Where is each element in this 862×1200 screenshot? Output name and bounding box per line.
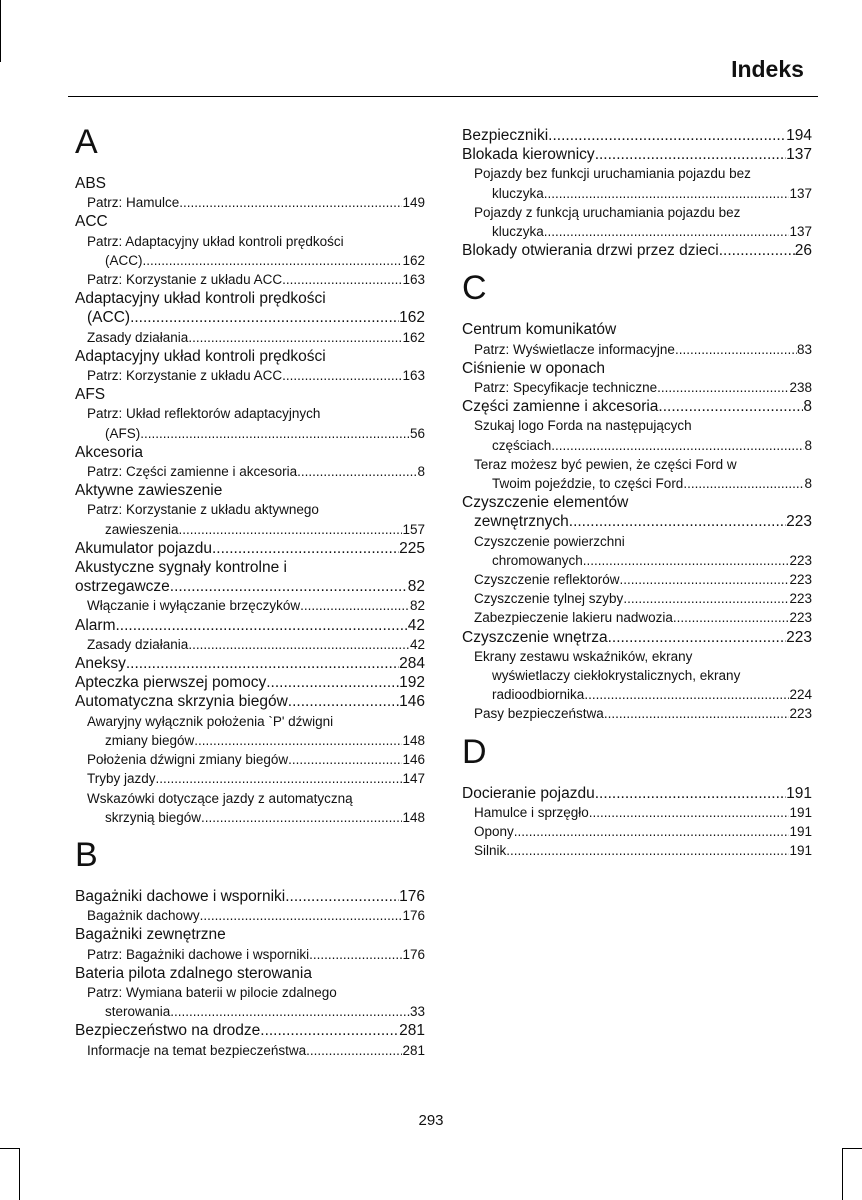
entry-label: Patrz: Bagażniki dachowe i wsporniki (87, 946, 310, 962)
dot-leader (584, 685, 789, 704)
entry-label: częściach (492, 437, 552, 453)
index-subentry: Szukaj logo Forda na następujących (474, 418, 692, 434)
dot-leader (260, 1021, 399, 1040)
entry-label: Blokada kierownicy (462, 146, 595, 164)
index-entry (75, 654, 425, 673)
index-subentry (462, 704, 812, 723)
entry-label: Tryby jazdy (87, 771, 156, 787)
dot-leader (188, 635, 410, 654)
entry-label: Alarm (75, 616, 116, 634)
dot-leader (583, 551, 790, 570)
entry-page-number: 176 (402, 946, 425, 962)
entry-page-number: 192 (399, 674, 425, 692)
crop-mark-top-left (0, 0, 1, 62)
index-subentry (462, 803, 812, 822)
entry-label: Czyszczenie wnętrza (462, 628, 608, 646)
index-subentry (75, 251, 425, 270)
section-letter: C (462, 269, 487, 308)
entry-page-number: 8 (417, 464, 425, 480)
entry-page-number: 223 (789, 572, 812, 588)
dot-leader (675, 340, 797, 359)
dot-leader (657, 378, 789, 397)
page-title (0, 56, 817, 83)
index-entry (75, 577, 425, 596)
index-subentry (462, 474, 812, 493)
entry-label: (ACC) (105, 252, 143, 268)
entry-page-number: 149 (402, 195, 425, 211)
entry-label: Bagażnik dachowy (87, 908, 200, 924)
entry-page-number: 8 (803, 398, 812, 416)
dot-leader (200, 906, 403, 925)
index-subentry: Awaryjny wyłącznik położenia `P' dźwigni (87, 713, 334, 729)
entry-page-number: 146 (399, 693, 425, 711)
dot-leader (551, 436, 804, 455)
entry-label: (AFS) (105, 425, 141, 441)
entry-page-number: 284 (399, 655, 425, 673)
entry-page-number: 8 (804, 476, 812, 492)
index-entry (462, 512, 812, 531)
index-subentry (462, 378, 812, 397)
entry-label: Akumulator pojazdu (75, 539, 212, 557)
index-entry: Centrum komunikatów (462, 321, 617, 339)
index-entry (462, 628, 812, 647)
dot-leader (604, 704, 790, 723)
index-entry (462, 397, 812, 416)
index-subentry (75, 1041, 425, 1060)
entry-page-number: 26 (794, 242, 812, 260)
section-letter: A (75, 123, 98, 161)
dot-leader (623, 589, 789, 608)
entry-page-number: 82 (409, 598, 425, 614)
dot-leader (595, 145, 786, 164)
entry-label: Twoim pojeździe, to części Ford (492, 476, 684, 492)
dot-leader (589, 803, 790, 822)
index-subentry: Czyszczenie powierzchni (474, 533, 625, 549)
dot-leader (140, 424, 410, 443)
entry-label: sterowania (105, 1004, 171, 1020)
entry-page-number: 157 (402, 521, 425, 537)
entry-page-number: 163 (402, 368, 425, 384)
index-subentry: Patrz: Adaptacyjny układ kontroli prędkości (87, 233, 344, 249)
entry-page-number: 162 (402, 252, 425, 268)
index-subentry (75, 906, 425, 925)
index-subentry (75, 328, 425, 347)
index-entry: Ciśnienie w oponach (462, 359, 606, 377)
entry-label: Bagażniki dachowe i wsporniki (75, 887, 286, 905)
entry-label: Zasady działania (87, 636, 189, 652)
index-subentry (75, 270, 425, 289)
index-entry (75, 673, 425, 692)
entry-page-number: 223 (786, 628, 812, 646)
entry-label: Włączanie i wyłączanie brzęczyków (87, 598, 301, 614)
crop-mark-bottom-right (842, 1148, 862, 1149)
index-entry: Bateria pilota zdalnego sterowania (75, 964, 312, 982)
index-subentry: Patrz: Wymiana baterii w pilocie zdalnego (87, 984, 337, 1000)
dot-leader (309, 945, 402, 964)
index-subentry (462, 822, 812, 841)
index-subentry (462, 570, 812, 589)
dot-leader (282, 270, 402, 289)
index-subentry (75, 366, 425, 385)
dot-leader (658, 397, 803, 416)
index-entry: ACC (75, 213, 108, 231)
index-subentry (462, 589, 812, 608)
index-subentry (75, 462, 425, 481)
dot-leader (126, 654, 399, 673)
entry-page-number: 223 (789, 552, 812, 568)
dot-leader (608, 628, 787, 647)
entry-label: Opony (474, 824, 514, 840)
section-letter: B (75, 835, 98, 874)
crop-mark-bottom-right-vertical (842, 1148, 843, 1200)
entry-page-number: 163 (402, 272, 425, 288)
entry-page-number: 191 (789, 843, 812, 859)
entry-label: Apteczka pierwszej pomocy (75, 674, 267, 692)
dot-leader (514, 822, 790, 841)
index-subentry: Teraz możesz być pewien, że części Ford w (474, 456, 737, 472)
dot-leader (548, 126, 786, 145)
index-entry: Bagażniki zewnętrzne (75, 926, 226, 944)
dot-leader (620, 570, 790, 589)
page-number: 293 (418, 1112, 444, 1129)
dot-leader (506, 841, 789, 860)
entry-label: Aneksy (75, 655, 126, 673)
dot-leader (282, 366, 402, 385)
entry-label: radioodbiornika (492, 687, 585, 703)
entry-page-number: 281 (402, 1042, 425, 1058)
index-column-right (462, 126, 812, 861)
index-entry (462, 784, 812, 803)
dot-leader (288, 750, 402, 769)
dot-leader (179, 193, 402, 212)
entry-label: Bezpieczeństwo na drodze (75, 1022, 261, 1040)
index-subentry (75, 520, 425, 539)
index-entry (462, 126, 812, 145)
entry-page-number: 162 (402, 329, 425, 345)
index-subentry (75, 1002, 425, 1021)
entry-label: Czyszczenie tylnej szyby (474, 591, 624, 607)
dot-leader (143, 251, 403, 270)
crop-mark-bottom-left-vertical (19, 1148, 20, 1200)
index-entry (75, 1021, 425, 1040)
entry-page-number: 224 (789, 687, 812, 703)
entry-page-number: 42 (409, 636, 425, 652)
entry-label: Pasy bezpieczeństwa (474, 706, 604, 722)
entry-label: Docieranie pojazdu (462, 784, 595, 802)
dot-leader (201, 808, 402, 827)
dot-leader (188, 328, 402, 347)
entry-label: (ACC) (87, 309, 131, 327)
dot-leader (156, 769, 403, 788)
entry-page-number: 146 (402, 752, 425, 768)
entry-page-number: 223 (789, 591, 812, 607)
index-column-left (75, 118, 425, 1060)
dot-leader (544, 184, 790, 203)
dot-leader (266, 673, 399, 692)
entry-label: Bezpieczniki (462, 127, 549, 144)
index-entry: ABS (75, 175, 107, 192)
section-letter: D (462, 732, 487, 771)
dot-leader (297, 462, 417, 481)
index-subentry (75, 731, 425, 750)
entry-page-number: 281 (399, 1022, 425, 1040)
entry-label: Patrz: Korzystanie z układu ACC (87, 272, 283, 288)
dot-leader (170, 1002, 410, 1021)
index-subentry (462, 222, 812, 241)
entry-label: Silnik (474, 843, 507, 859)
entry-page-number: 176 (402, 908, 425, 924)
index-subentry: Wskazówki dotyczące jazdy z automatyczną (87, 790, 353, 806)
entry-page-number: 148 (402, 809, 425, 825)
index-subentry (462, 551, 812, 570)
dot-leader (544, 222, 790, 241)
index-entry: Aktywne zawieszenie (75, 482, 223, 500)
index-subentry (462, 841, 812, 860)
index-entry: Adaptacyjny układ kontroli prędkości (75, 347, 326, 365)
entry-page-number: 137 (789, 224, 812, 240)
dot-leader (306, 1041, 402, 1060)
entry-page-number: 225 (399, 539, 425, 557)
entry-label: Patrz: Specyfikacje techniczne (474, 380, 658, 396)
entry-label: kluczyka (492, 224, 544, 240)
entry-page-number: 176 (399, 887, 425, 905)
entry-label: zmiany biegów (105, 732, 195, 748)
index-subentry (75, 596, 425, 615)
index-subentry: Ekrany zestawu wskaźników, ekrany (474, 648, 693, 664)
entry-label: Zabezpieczenie lakieru nadwozia (474, 610, 673, 626)
entry-label: Patrz: Części zamienne i akcesoria (87, 464, 298, 480)
entry-label: kluczyka (492, 185, 544, 201)
entry-label: Informacje na temat bezpieczeństwa (87, 1042, 307, 1058)
entry-page-number: 56 (409, 425, 425, 441)
dot-leader (673, 608, 790, 627)
index-subentry (462, 436, 812, 455)
index-subentry (75, 945, 425, 964)
index-subentry (75, 808, 425, 827)
index-entry (75, 308, 425, 327)
entry-label: zewnętrznych (474, 513, 569, 531)
index-subentry: Pojazdy z funkcją uruchamiania pojazdu bez (474, 204, 741, 220)
entry-page-number: 148 (402, 732, 425, 748)
entry-page-number: 194 (786, 127, 812, 144)
index-subentry (462, 340, 812, 359)
index-entry (462, 241, 812, 260)
dot-leader (683, 474, 804, 493)
title-rule (68, 96, 818, 97)
dot-leader (179, 520, 403, 539)
index-subentry (75, 424, 425, 443)
page-title-text: Indeks (731, 56, 804, 82)
index-subentry (75, 769, 425, 788)
entry-label: Hamulce i sprzęgło (474, 804, 589, 820)
index-entry: Czyszczenie elementów (462, 494, 629, 512)
entry-label: Patrz: Wyświetlacze informacyjne (474, 341, 675, 357)
entry-page-number: 137 (789, 185, 812, 201)
index-subentry (462, 685, 812, 704)
index-subentry: Pojazdy bez funkcji uruchamiania pojazdu bez (474, 166, 751, 182)
entry-label: chromowanych (492, 552, 583, 568)
index-subentry (75, 635, 425, 654)
dot-leader (115, 616, 407, 635)
index-entry (75, 616, 425, 635)
index-entry: Akustyczne sygnały kontrolne i (75, 559, 287, 577)
dot-leader (595, 784, 786, 803)
dot-leader (130, 308, 399, 327)
dot-leader (212, 539, 399, 558)
index-entry (75, 887, 425, 906)
entry-page-number: 162 (399, 309, 425, 327)
entry-page-number: 223 (789, 610, 812, 626)
index-subentry: Patrz: Układ reflektorów adaptacyjnych (87, 406, 321, 422)
index-subentry (462, 184, 812, 203)
entry-label: Patrz: Korzystanie z układu ACC (87, 368, 283, 384)
dot-leader (719, 241, 795, 260)
entry-page-number: 223 (786, 513, 812, 531)
index-subentry (75, 193, 425, 212)
entry-page-number: 83 (796, 341, 812, 357)
crop-mark-bottom-left (0, 1148, 20, 1149)
entry-label: Czyszczenie reflektorów (474, 572, 620, 588)
index-subentry (75, 750, 425, 769)
entry-page-number: 82 (407, 578, 425, 596)
dot-leader (288, 692, 399, 711)
dot-leader (285, 887, 399, 906)
index-entry (75, 692, 425, 711)
entry-label: Zasady działania (87, 329, 189, 345)
entry-label: ostrzegawcze (75, 578, 170, 596)
entry-page-number: 223 (789, 706, 812, 722)
entry-page-number: 191 (786, 784, 812, 802)
entry-page-number: 137 (786, 146, 812, 164)
entry-label: Patrz: Hamulce (87, 195, 180, 211)
index-entry (75, 539, 425, 558)
entry-page-number: 238 (789, 380, 812, 396)
index-entry: AFS (75, 386, 106, 404)
index-subentry (462, 608, 812, 627)
entry-page-number: 147 (402, 771, 425, 787)
entry-label: Automatyczna skrzynia biegów (75, 693, 288, 711)
dot-leader (569, 512, 786, 531)
entry-label: skrzynią biegów (105, 809, 202, 825)
entry-label: zawieszenia (105, 521, 179, 537)
index-entry: Akcesoria (75, 443, 144, 461)
index-subentry: wyświetlaczy ciekłokrystalicznych, ekrany (492, 668, 741, 684)
index-entry (462, 145, 812, 164)
entry-page-number: 191 (789, 824, 812, 840)
dot-leader (194, 731, 402, 750)
entry-label: Części zamienne i akcesoria (462, 398, 659, 416)
entry-label: Położenia dźwigni zmiany biegów (87, 752, 289, 768)
dot-leader (170, 577, 408, 596)
entry-page-number: 191 (789, 804, 812, 820)
entry-page-number: 8 (804, 437, 812, 453)
entry-page-number: 42 (407, 616, 425, 634)
dot-leader (300, 596, 410, 615)
entry-label: Blokady otwierania drzwi przez dzieci (462, 242, 719, 260)
index-entry: Adaptacyjny układ kontroli prędkości (75, 290, 326, 308)
entry-page-number: 33 (409, 1004, 425, 1020)
index-subentry: Patrz: Korzystanie z układu aktywnego (87, 502, 319, 518)
